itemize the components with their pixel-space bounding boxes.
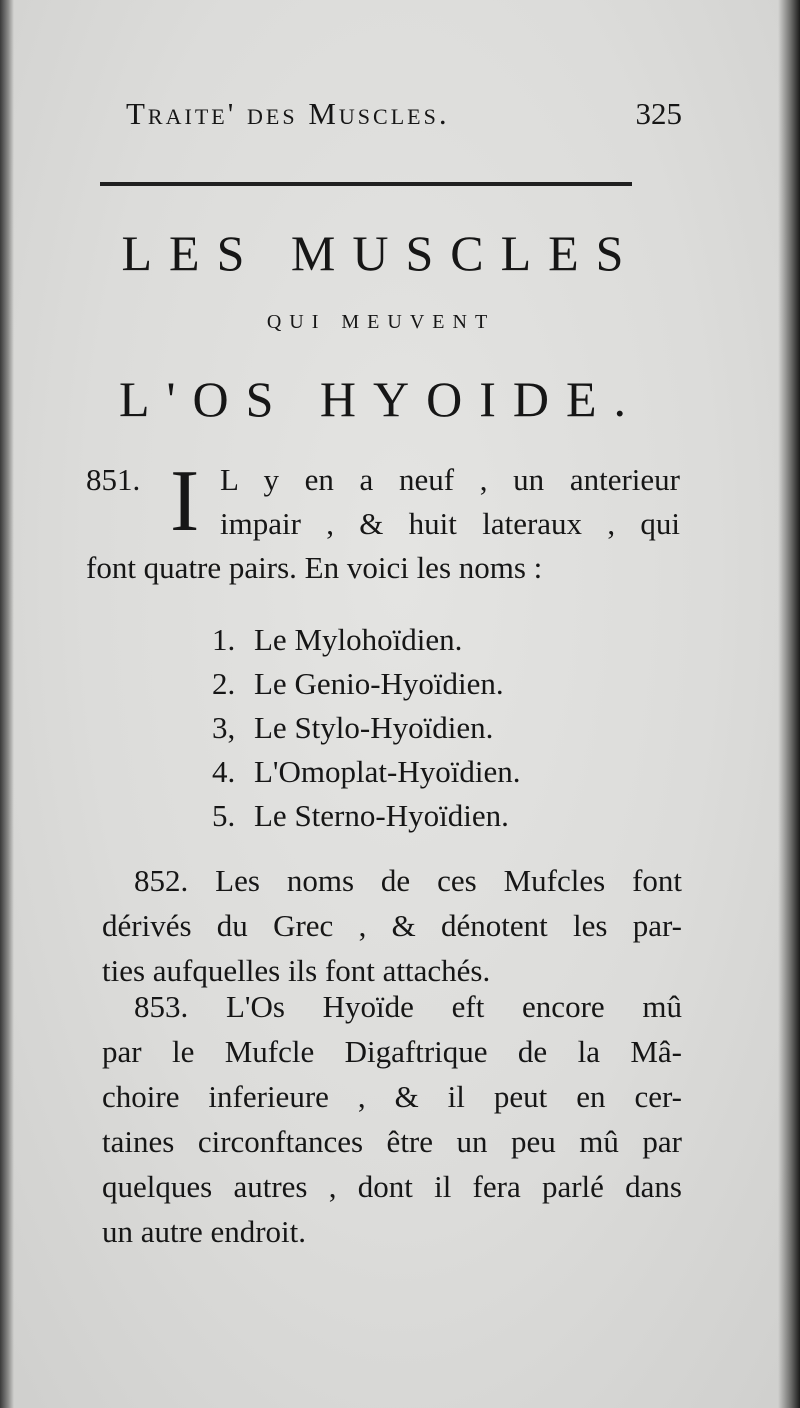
list-item-number: 4. — [212, 754, 236, 789]
list-item-text: Le Mylohoïdien. — [254, 622, 463, 657]
list-item — [212, 662, 672, 706]
list-item-text: Le Genio-Hyoïdien. — [254, 666, 504, 701]
list-item-number: 1. — [212, 622, 236, 657]
paragraph-line: dérivés du Grec , & dénotent les par- — [102, 908, 682, 943]
page-number: 325 — [635, 96, 682, 131]
list-item-number: 2. — [212, 666, 236, 701]
paragraph-number: 851. — [86, 462, 141, 497]
drop-cap: I — [170, 453, 200, 550]
paragraph-line: par le Mufcle Digaftrique de la Mâ- — [102, 1034, 682, 1069]
paragraph-line: un autre endroit. — [102, 1214, 307, 1249]
list-item-text: L'Omoplat-Hyoïdien. — [254, 754, 521, 789]
paragraph-853 — [102, 984, 682, 1254]
paragraph-line: choire inferieure , & il peut en cer- — [102, 1079, 682, 1114]
chapter-title-line-1: LES MUSCLES — [121, 225, 641, 281]
paragraph-line: L y en a neuf , un anterieur — [220, 462, 680, 497]
running-title: Traite' des Muscles. — [126, 96, 450, 131]
list-item-text: Le Sterno-Hyoïdien. — [254, 798, 509, 833]
page-right-edge-shadow — [778, 0, 800, 1408]
paragraph-line: taines circonftances être un peu mû par — [102, 1124, 682, 1159]
paragraph-851 — [86, 453, 680, 602]
paragraph-line: 852. Les noms de ces Mufcles font — [134, 863, 682, 898]
page-left-edge-shadow — [0, 0, 14, 1408]
chapter-title-line-3: L'OS HYOIDE. — [118, 371, 644, 427]
list-item — [212, 618, 672, 662]
list-item — [212, 706, 672, 750]
list-item — [212, 750, 672, 794]
chapter-title-line-2: qui meuvent — [266, 304, 496, 335]
list-item-number: 5. — [212, 798, 236, 833]
page-header — [126, 96, 682, 144]
header-rule — [100, 182, 632, 186]
list-item-number: 3, — [212, 710, 236, 745]
paragraph-line: font quatre pairs. En voici les noms : — [86, 550, 543, 585]
paragraph-line: 853. L'Os Hyoïde eft encore mû — [134, 989, 682, 1024]
muscle-list — [212, 618, 672, 838]
paragraph-852 — [102, 858, 682, 993]
list-item-text: Le Stylo-Hyoïdien. — [254, 710, 494, 745]
paragraph-line: ties aufquelles ils font attachés. — [102, 953, 491, 988]
list-item — [212, 794, 672, 838]
paragraph-line: impair , & huit lateraux , qui — [220, 506, 680, 541]
paragraph-line: quelques autres , dont il fera parlé dans — [102, 1169, 682, 1204]
